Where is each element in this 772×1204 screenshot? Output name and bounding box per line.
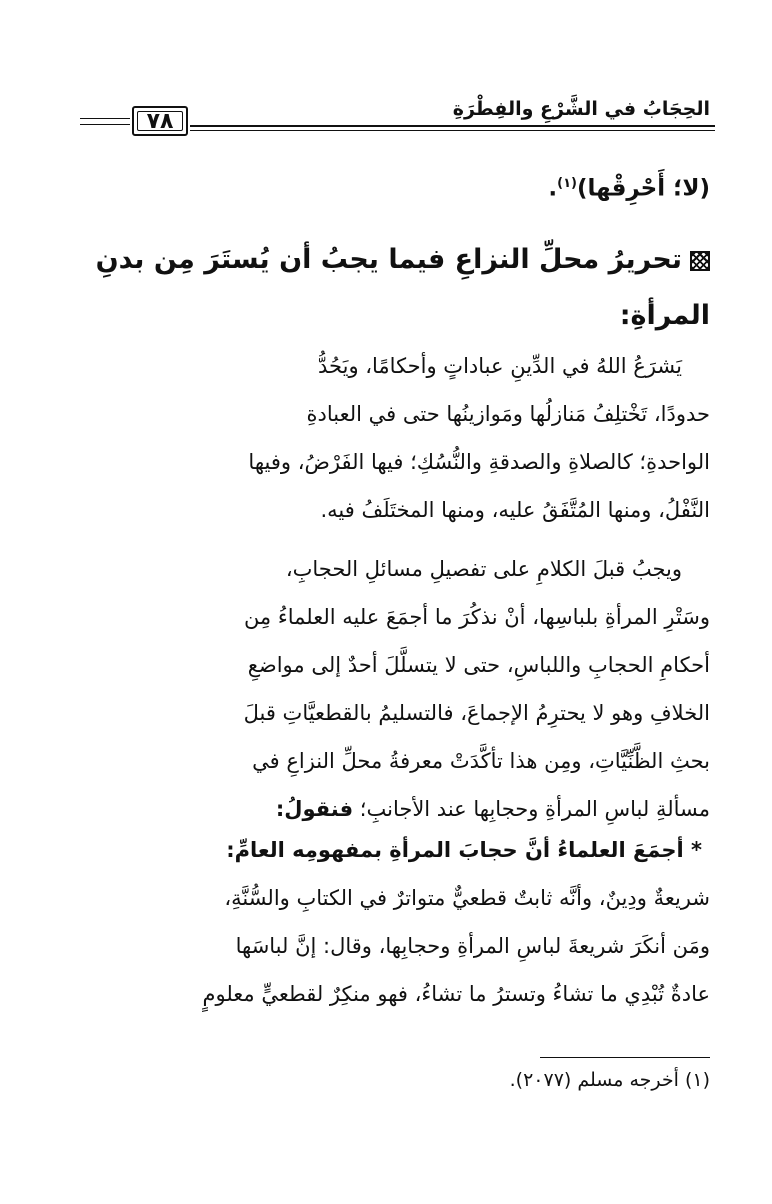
paragraph-line: شريعةٌ ودِينٌ، وأنَّه ثابتٌ قطعيٌّ متواترٌ في الكتابِ والسُّنَّةِ،: [224, 886, 710, 910]
paragraph-line: ويجبُ قبلَ الكلامِ على تفصيلِ مسائلِ الحجابِ،: [285, 557, 682, 581]
header-rule-thin: [190, 130, 715, 131]
bullet-heading-line: * أجمَعَ العلماءُ أنَّ حجابَ المرأةِ بمفهومِه العامِّ:: [226, 838, 702, 862]
paragraph-line: النَّفْلُ، ومنها المُتَّفَقُ عليه، ومنها المختَلَفُ فيه.: [320, 498, 710, 522]
heading-text: تحريرُ محلِّ النزاعِ فيما يجبُ أن يُستَرَ مِن بدنِ: [95, 244, 682, 275]
emphasis-text: فنقولُ:: [275, 797, 354, 821]
page-number-box: [132, 106, 188, 136]
paragraph-line: وسَتْرِ المرأةِ بلباسِها، أنْ نذكُرَ ما أجمَعَ عليه العلماءُ مِن: [243, 605, 710, 629]
paragraph-1: [78, 342, 710, 534]
running-title: الحِجَابُ في الشَّرْعِ والفِطْرَةِ: [452, 98, 710, 120]
paragraph-line: ومَن أنكَرَ شريعةَ لباسِ المرأةِ وحجابِها، وقال: إنَّ لباسَها: [235, 934, 710, 958]
page-number: ٧٨: [146, 108, 174, 134]
heading-line: المرأةِ:: [619, 300, 710, 331]
header-rule-left-2: [80, 124, 130, 125]
paragraph-2: [78, 545, 710, 833]
paragraph-line: بحثِ الظَّنِّيَّاتِ، ومِن هذا تأكَّدَتْ معرفةُ محلِّ النزاعِ في: [252, 749, 710, 773]
paragraph-line: يَشرَعُ اللهُ في الدِّينِ عباداتٍ وأحكامًا، ويَحُدُّ: [318, 354, 682, 378]
paragraph-3: [78, 826, 710, 1018]
section-heading: [78, 232, 710, 344]
header-rule: [190, 125, 715, 127]
intro-text: (لا؛ أَحْرِقْها): [576, 175, 710, 202]
intro-end: .: [548, 175, 558, 202]
ornament-icon: [690, 251, 710, 271]
paragraph-line: الواحدةِ؛ كالصلاةِ والصدقةِ والنُّسُكِ؛ فيها الفَرْضُ، وفيها: [248, 450, 710, 474]
page-header: [80, 96, 710, 136]
footnote-reference: (١): [557, 176, 577, 191]
paragraph-line: أحكامِ الحجابِ واللباسِ، حتى لا يتسلَّلَ أحدٌ إلى مواضعِ: [247, 653, 710, 677]
paragraph-line: حدودًا، تَخْتلِفُ مَنازلُها ومَوازينُها حتى في العبادةِ: [306, 402, 710, 426]
header-rule-left: [80, 118, 130, 119]
heading-line: [78, 232, 710, 288]
footnote: (١) أخرجه مسلم (٢٠٧٧).: [509, 1069, 710, 1091]
paragraph-line: عادةٌ تُبْدِي ما تشاءُ وتسترُ ما تشاءُ، فهو منكِرٌ لقطعيٍّ معلومٍ: [202, 982, 710, 1006]
intro-text-line: [78, 160, 710, 213]
intro-line: [78, 160, 710, 213]
footnote-separator: [540, 1057, 710, 1058]
paragraph-last-line: مسألةِ لباسِ المرأةِ وحجابِها عند الأجانبِ؛: [359, 797, 710, 821]
paragraph-line: الخلافِ وهو لا يحترِمُ الإجماعَ، فالتسليمُ بالقطعيَّاتِ قبلَ: [243, 701, 710, 725]
